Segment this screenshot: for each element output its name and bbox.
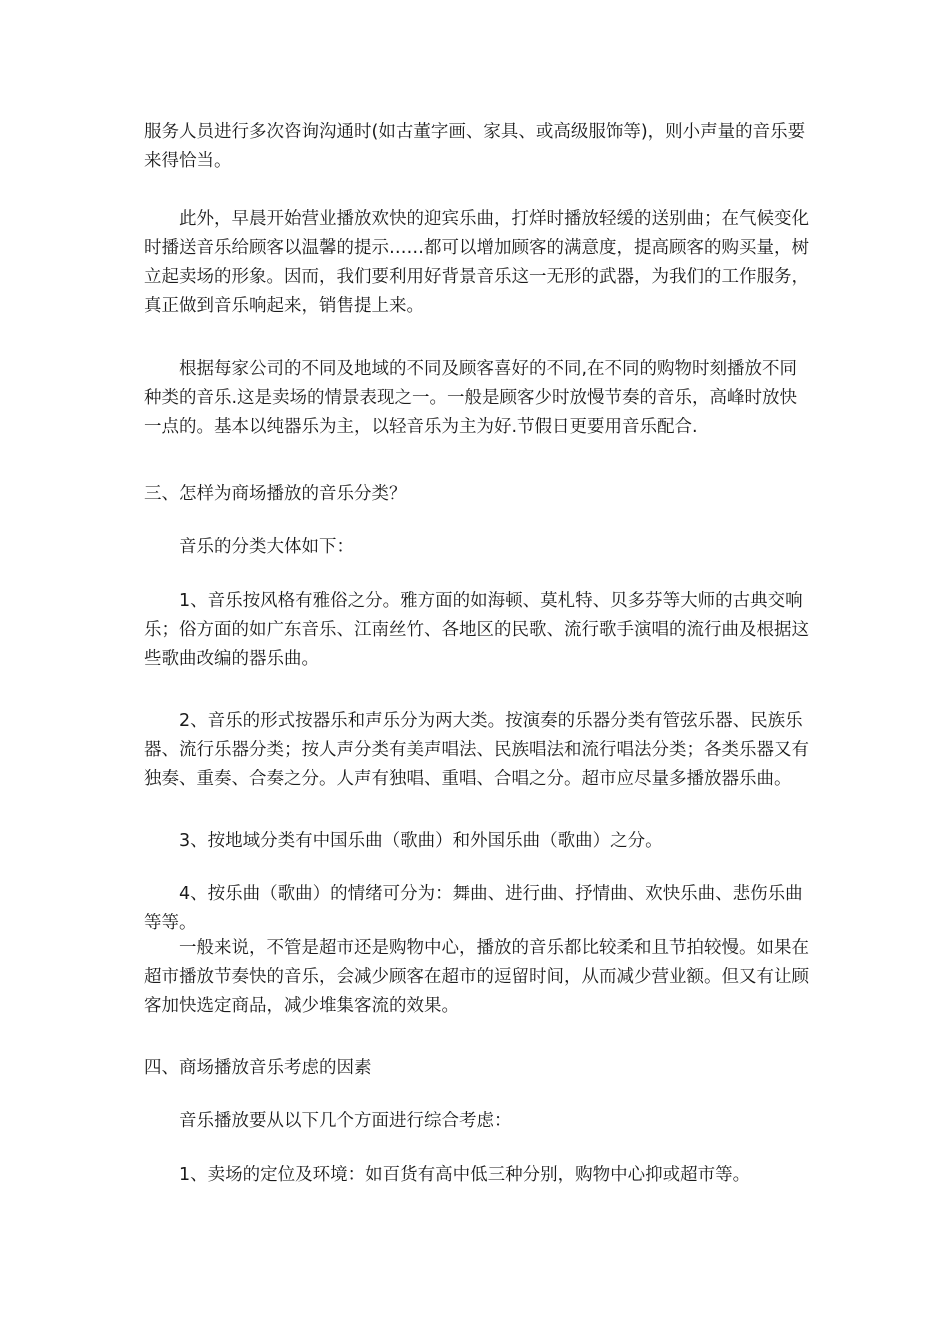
paragraph-factors-intro: 音乐播放要从以下几个方面进行综合考虑： — [179, 1111, 512, 1131]
paragraph-background-music-benefits: 此外，早晨开始营业播放欢快的迎宾乐曲，打烊时播放轻缓的送别曲；在气候变化时播送音乐给顾客以温馨的提示……都可以增加顾客的满意度，提高顾客的购买量，树立起卖场的形象。因而，我们要利用好背景音乐这一无形的武器，为我们的工作服务，真正做到音乐响起来，销售提上来。 — [144, 209, 809, 316]
paragraph-intro-continuation: 服务人员进行多次咨询沟通时(如古董字画、家具、或高级服饰等)，则小声量的音乐要来得恰当。 — [144, 122, 806, 171]
list-item-style: 1、音乐按风格有雅俗之分。雅方面的如海顿、莫札特、贝多芬等大师的古典交响乐；俗方面的如广东音乐、江南丝竹、各地区的民歌、流行歌手演唱的流行曲及根据这些歌曲改编的器乐曲。 — [144, 591, 809, 669]
list-item-region: 3、按地域分类有中国乐曲（歌曲）和外国乐曲（歌曲）之分。 — [179, 831, 663, 851]
paragraph-tempo-effect: 一般来说，不管是超市还是购物中心，播放的音乐都比较柔和且节拍较慢。如果在超市播放节奏快的音乐，会减少顾客在超市的逗留时间，从而减少营业额。但又有让顾客加快选定商品，减少堆集客流的效果。 — [144, 938, 809, 1016]
section-heading-3: 三、怎样为商场播放的音乐分类？ — [144, 484, 407, 504]
list-item-positioning: 1、卖场的定位及环境：如百货有高中低三种分别，购物中心抑或超市等。 — [179, 1165, 751, 1185]
paragraph-music-by-time: 根据每家公司的不同及地域的不同及顾客喜好的不同,在不同的购物时刻播放不同种类的音乐.这是卖场的情景表现之一。一般是顾客少时放慢节奏的音乐，高峰时放快一点的。基本以纯器乐为主，以轻音乐为主为好.节假日更要用音乐配合. — [144, 359, 798, 437]
list-item-mood: 4、按乐曲（歌曲）的情绪可分为：舞曲、进行曲、抒情曲、欢快乐曲、悲伤乐曲等等。 — [144, 884, 803, 933]
paragraph-classification-intro: 音乐的分类大体如下： — [179, 537, 354, 557]
list-item-form: 2、音乐的形式按器乐和声乐分为两大类。按演奏的乐器分类有管弦乐器、民族乐器、流行乐器分类；按人声分类有美声唱法、民族唱法和流行唱法分类；各类乐器又有独奏、重奏、合奏之分。人声有独唱、重唱、合唱之分。超市应尽量多播放器乐曲。 — [144, 711, 809, 789]
section-heading-4: 四、商场播放音乐考虑的因素 — [144, 1058, 372, 1078]
